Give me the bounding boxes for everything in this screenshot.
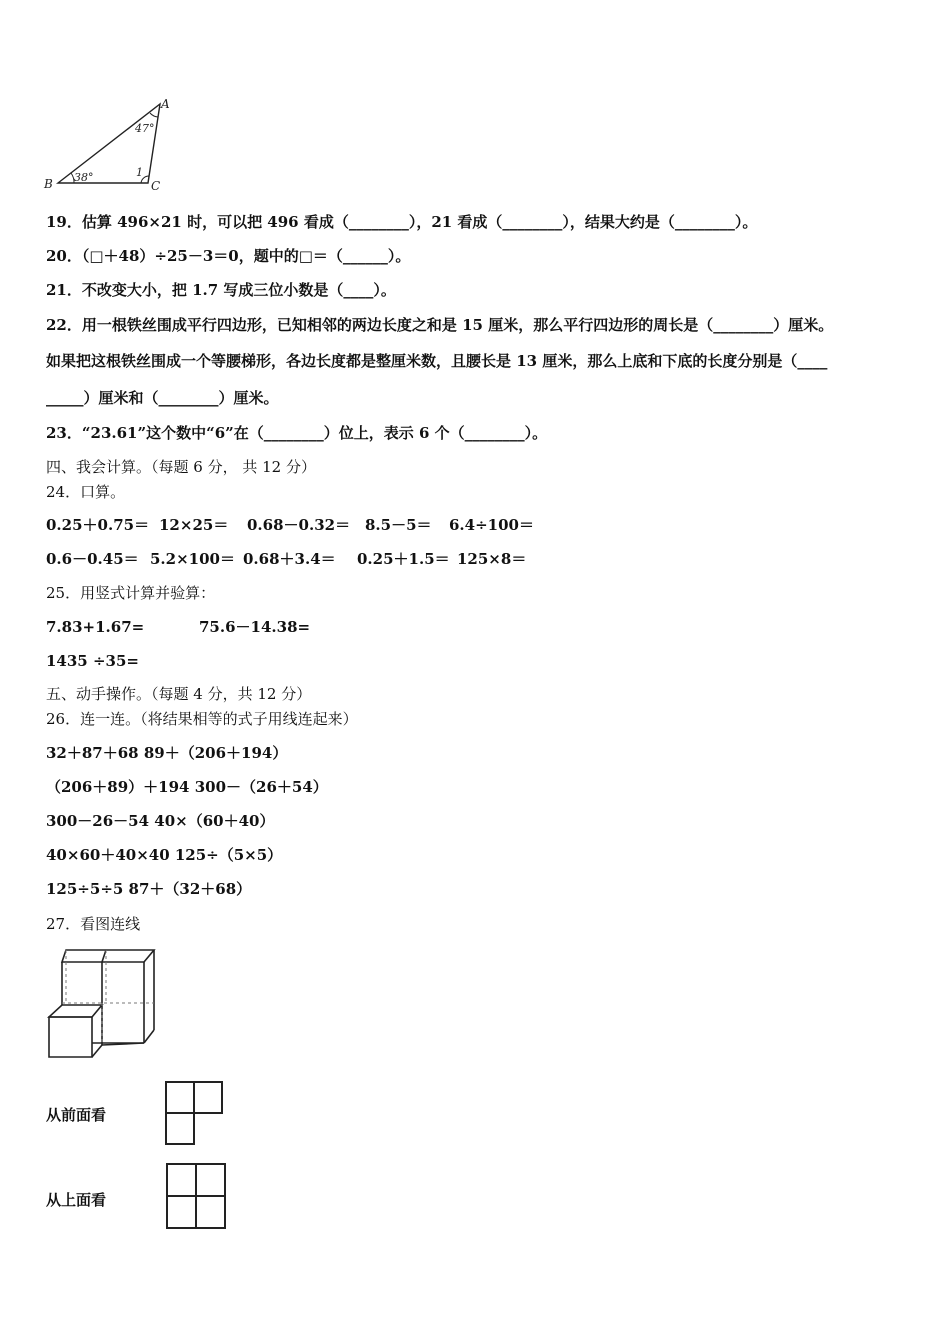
calc-item: 5.2×100＝ [150,550,235,568]
question-23: 23．“23.61”这个数中“6”在（________）位上，表示 6 个（________）。 [46,424,548,442]
vertex-c-label: C [151,179,161,193]
vertical-calc-item: 75.6－14.38= [199,618,311,636]
calc-item: 6.4÷100＝ [449,516,534,534]
question-19: 19．估算 496×21 时，可以把 496 看成（________），21 看成（________），结果大约是（________）。 [46,213,758,231]
front-view-grid [164,1080,224,1146]
question-22-line-2: 如果把这根铁丝围成一个等腰梯形，各边长度都是整厘米数，且腰长是 13 厘米，那么上底和下底的长度分别是（____ [46,352,828,370]
question-24-title: 24．口算。 [46,483,126,501]
question-20: 20．（□＋48）÷25－3＝0，题中的□＝（______）。 [46,247,411,265]
question-27-title: 27．看图连线 [46,915,141,933]
match-row: （206＋89）＋194 300－（26＋54） [46,778,328,796]
question-25-title: 25．用竖式计算并验算： [46,584,216,602]
vertex-a-label: A [161,97,170,111]
angle-a-label: 47° [135,122,155,135]
vertex-b-label: B [44,177,53,191]
top-view-label: 从上面看 [46,1191,107,1209]
calc-item: 0.68＋3.4＝ [243,550,336,568]
front-view-label: 从前面看 [46,1106,107,1124]
angle-b-label: 38° [74,171,94,184]
vertical-calc-item: 7.83+1.67= [46,618,145,636]
question-21: 21．不改变大小，把 1.7 写成三位小数是（____）。 [46,281,396,299]
match-row: 300－26－54 40×（60＋40） [46,812,275,830]
section-4-heading: 四、我会计算。（每题 6 分， 共 12 分） [46,458,316,476]
cube-solid-figure [44,945,159,1065]
question-26-title: 26．连一连。（将结果相等的式子用线连起来） [46,710,358,728]
calc-item: 0.25＋1.5＝ [357,550,450,568]
calc-item: 125×8＝ [457,550,527,568]
calc-item: 12×25＝ [159,516,229,534]
question-22-line-1: 22．用一根铁丝围成平行四边形，已知相邻的两边长度之和是 15 厘米，那么平行四边形的周长是（________）厘米。 [46,316,834,334]
calc-item: 0.68－0.32＝ [247,516,351,534]
match-row: 40×60＋40×40 125÷（5×5） [46,846,283,864]
calc-item: 8.5－5＝ [365,516,432,534]
angle-1-label: 1 [136,166,143,179]
question-22-line-3: _____）厘米和（________）厘米。 [46,389,279,407]
match-row: 125÷5÷5 87＋（32＋68） [46,880,252,898]
section-5-heading: 五、动手操作。（每题 4 分，共 12 分） [46,685,312,703]
vertical-calc-item: 1435 ÷35= [46,652,139,670]
calc-item: 0.6－0.45＝ [46,550,139,568]
calc-item: 0.25＋0.75＝ [46,516,150,534]
triangle-figure [40,96,180,196]
match-row: 32＋87＋68 89＋（206＋194） [46,744,288,762]
angle-a-arc [150,113,158,117]
top-view-grid [165,1162,227,1230]
